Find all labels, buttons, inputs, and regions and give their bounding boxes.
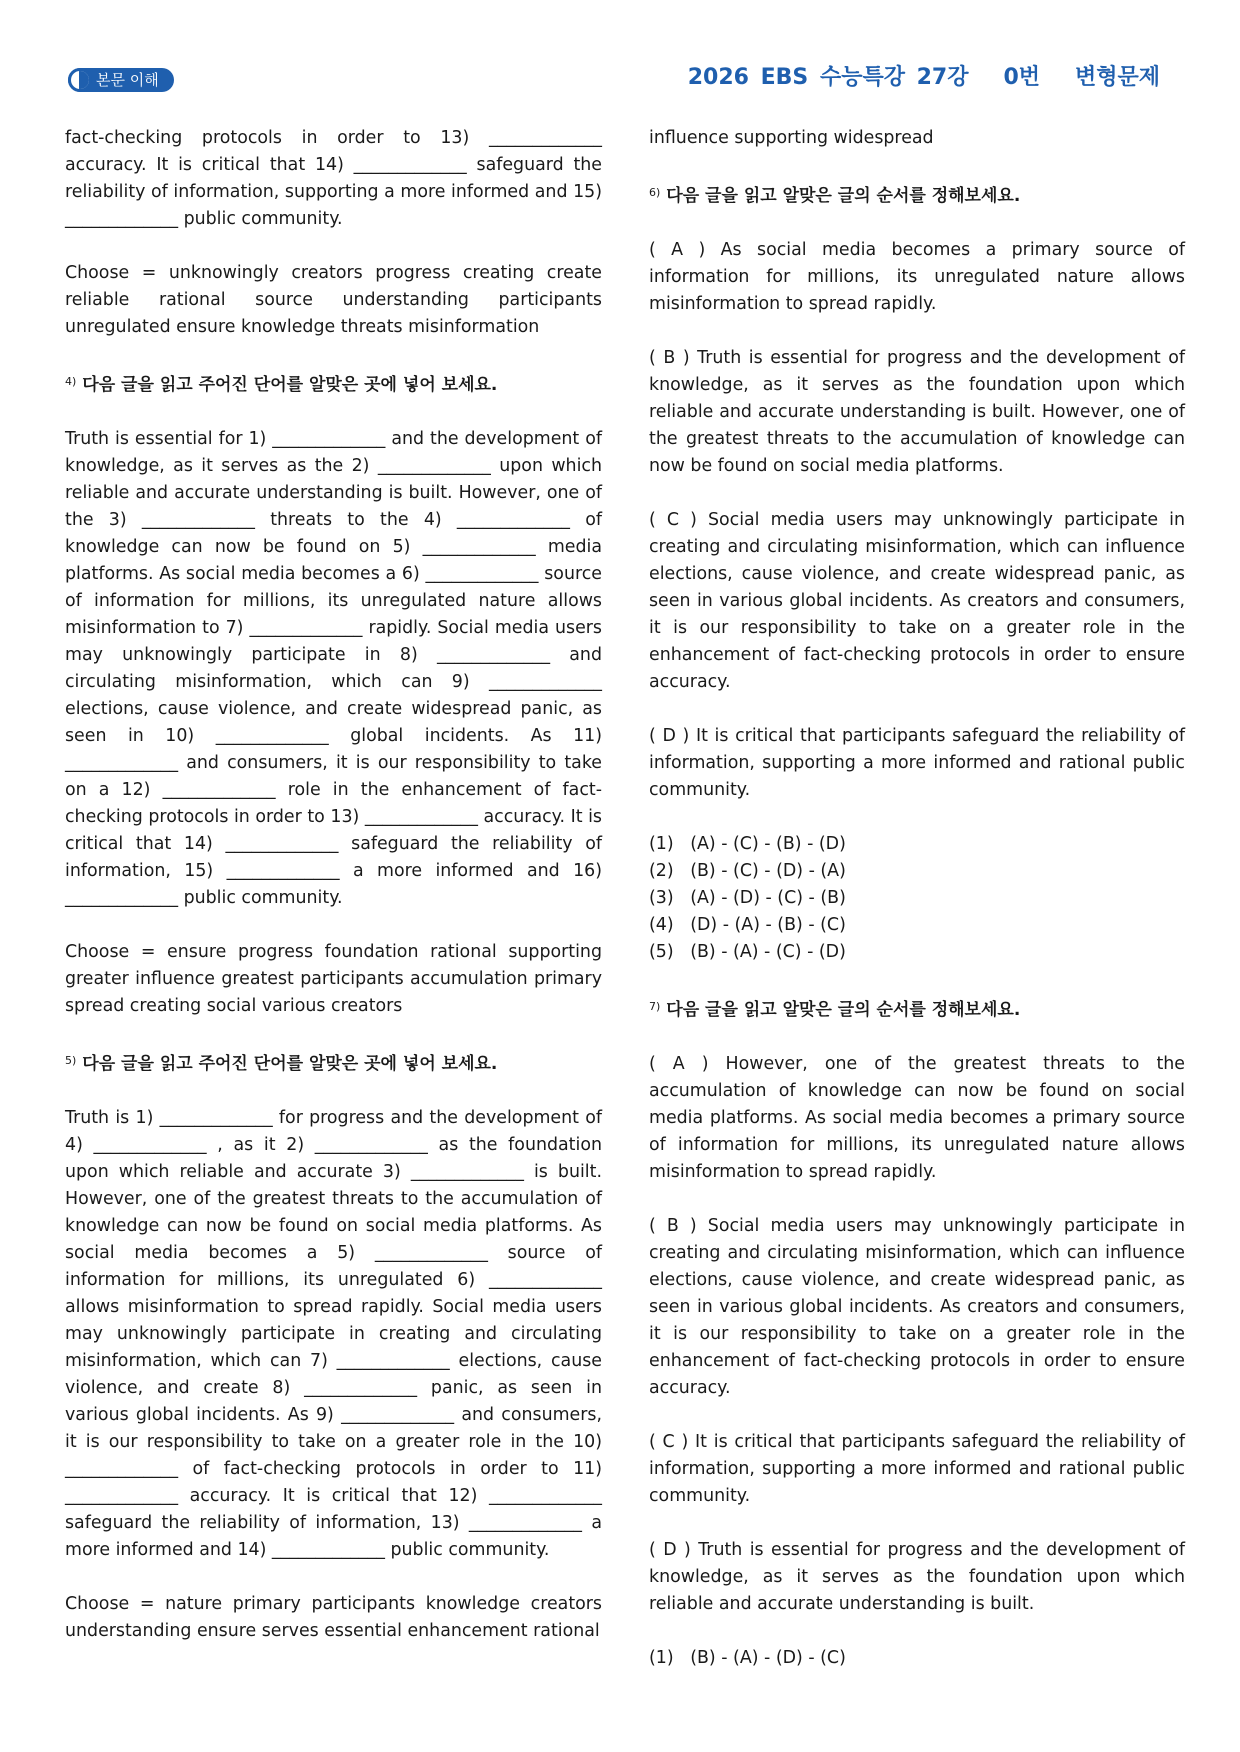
question-4-title: [65, 368, 602, 399]
question-6-title: [649, 179, 1185, 210]
question-instruction: 다음 글을 읽고 알맞은 글의 순서를 정해보세요.: [666, 1000, 1021, 1020]
question-number: 6): [649, 186, 661, 199]
question-5-title: [65, 1047, 602, 1078]
answer-option-1: (1) (B) - (A) - (D) - (C): [649, 1648, 846, 1668]
question-5-passage: Truth is 1) _____________ for progress and the development of 4) _____________ , as it 2) _____________ as the foundation upon which reliable and accurate 3) _____________ is built. However, one of the greatest threats to the accumulation of knowledge can now be found on social media platforms. As social media becomes a 5) _____________ source of information for millions, its unregulated 6) _____________ allows misinformation to spread rapidly. Social media users may unknowingly participate in creating and circulating misinformation, which can 7) _____________ elections, cause violence, and create 8) _____________ panic, as seen in various global incidents. As 9) _____________ and consumers, it is our responsibility to take on a greater role in the 10) _____________ of fact-checking protocols in order to 11) _____________ accuracy. It is critical that 12) _____________ safeguard the reliability of information, 13) _____________ a more informed and 14) _____________ public community.: [65, 1108, 602, 1560]
paragraph-d: ( D ) Truth is essential for progress and the development of knowledge, as it serves as the foundation upon which reliable and accurate understanding is built.: [649, 1540, 1185, 1614]
paragraph-b: ( B ) Truth is essential for progress and the development of knowledge, as it serves as the foundation upon which reliable and accurate understanding is built. However, one of the greatest threats to the accumulation of knowledge can now be found on social media platforms.: [649, 348, 1185, 476]
continued-choose-list: influence supporting widespread: [649, 128, 934, 148]
continued-choose-list: Choose = unknowingly creators progress creating create reliable rational source understanding participants unregulated ensure knowledge threats misinformation: [65, 263, 602, 337]
answer-option-5: (5) (B) - (A) - (C) - (D): [649, 942, 846, 962]
answer-options: [649, 1645, 1185, 1672]
section-badge: [68, 68, 174, 92]
answer-option-3: (3) (A) - (D) - (C) - (B): [649, 888, 846, 908]
badge-label: 본문 이해: [96, 71, 159, 89]
question-5-choose-list: Choose = nature primary participants knowledge creators understanding ensure serves essential enhancement rational: [65, 1594, 602, 1641]
question-7-title: [649, 993, 1185, 1024]
question-4-passage: Truth is essential for 1) _____________ and the development of knowledge, as it serves as the 2) _____________ upon which reliable and accurate understanding is built. However, one of the 3) _____________ threats to the 4) _____________ of knowledge can now be found on 5) _____________ media platforms. As social media becomes a 6) _____________ source of information for millions, its unregulated nature allows misinformation to 7) _____________ rapidly. Social media users may unknowingly participate in 8) _____________ and circulating misinformation, which can 9) _____________ elections, cause violence, and create widespread panic, as seen in 10) _____________ global incidents. As 11) _____________ and consumers, it is our responsibility to take on a 12) _____________ role in the enhancement of fact-checking protocols in order to 13) _____________ accuracy. It is critical that 14) _____________ safeguard the reliability of information, 15) _____________ a more informed and 16) _____________ public community.: [65, 429, 602, 908]
paragraph-a: ( A ) However, one of the greatest threats to the accumulation of knowledge can now be found on social media platforms. As social media becomes a primary source of information for millions, its unregulated nature allows misinformation to spread rapidly.: [649, 1054, 1185, 1182]
answer-option-1: (1) (A) - (C) - (B) - (D): [649, 834, 846, 854]
question-number: 7): [649, 1000, 661, 1013]
half-circle-icon: [68, 68, 92, 92]
question-instruction: 다음 글을 읽고 주어진 단어를 알맞은 곳에 넣어 보세요.: [82, 1054, 498, 1074]
paragraph-c: ( C ) Social media users may unknowingly participate in creating and circulating misinformation, which can influence elections, cause violence, and create widespread panic, as seen in various global incidents. As creators and consumers, it is our responsibility to take on a greater role in the enhancement of fact-checking protocols in order to ensure accuracy.: [649, 510, 1185, 692]
answer-option-4: (4) (D) - (A) - (B) - (C): [649, 915, 846, 935]
paragraph-a: ( A ) As social media becomes a primary source of information for millions, its unregulated nature allows misinformation to spread rapidly.: [649, 240, 1185, 314]
left-column: [65, 125, 602, 1672]
question-number: 5): [65, 1054, 77, 1067]
page-title: 2026 EBS 수능특강 27강 0번 변형문제: [687, 65, 1160, 90]
continued-passage: fact-checking protocols in order to 13) _____________ accuracy. It is critical that 14) _____________ safeguard the reliability of information, supporting a more informed and 15) _____________ public community.: [65, 128, 602, 229]
paragraph-c: ( C ) It is critical that participants safeguard the reliability of information, supporting a more informed and rational public community.: [649, 1432, 1185, 1506]
question-4-choose-list: Choose = ensure progress foundation rational supporting greater influence greatest participants accumulation primary spread creating social various creators: [65, 942, 602, 1016]
question-instruction: 다음 글을 읽고 알맞은 글의 순서를 정해보세요.: [666, 186, 1021, 206]
right-column: [649, 125, 1185, 1699]
answer-option-2: (2) (B) - (C) - (D) - (A): [649, 861, 846, 881]
answer-options: [649, 831, 1185, 966]
page-header: [0, 0, 1240, 110]
paragraph-d: ( D ) It is critical that participants safeguard the reliability of information, supporting a more informed and rational public community.: [649, 726, 1185, 800]
question-instruction: 다음 글을 읽고 주어진 단어를 알맞은 곳에 넣어 보세요.: [82, 375, 498, 395]
paragraph-b: ( B ) Social media users may unknowingly participate in creating and circulating misinformation, which can influence elections, cause violence, and create widespread panic, as seen in various global incidents. As creators and consumers, it is our responsibility to take on a greater role in the enhancement of fact-checking protocols in order to ensure accuracy.: [649, 1216, 1185, 1398]
question-number: 4): [65, 375, 77, 388]
